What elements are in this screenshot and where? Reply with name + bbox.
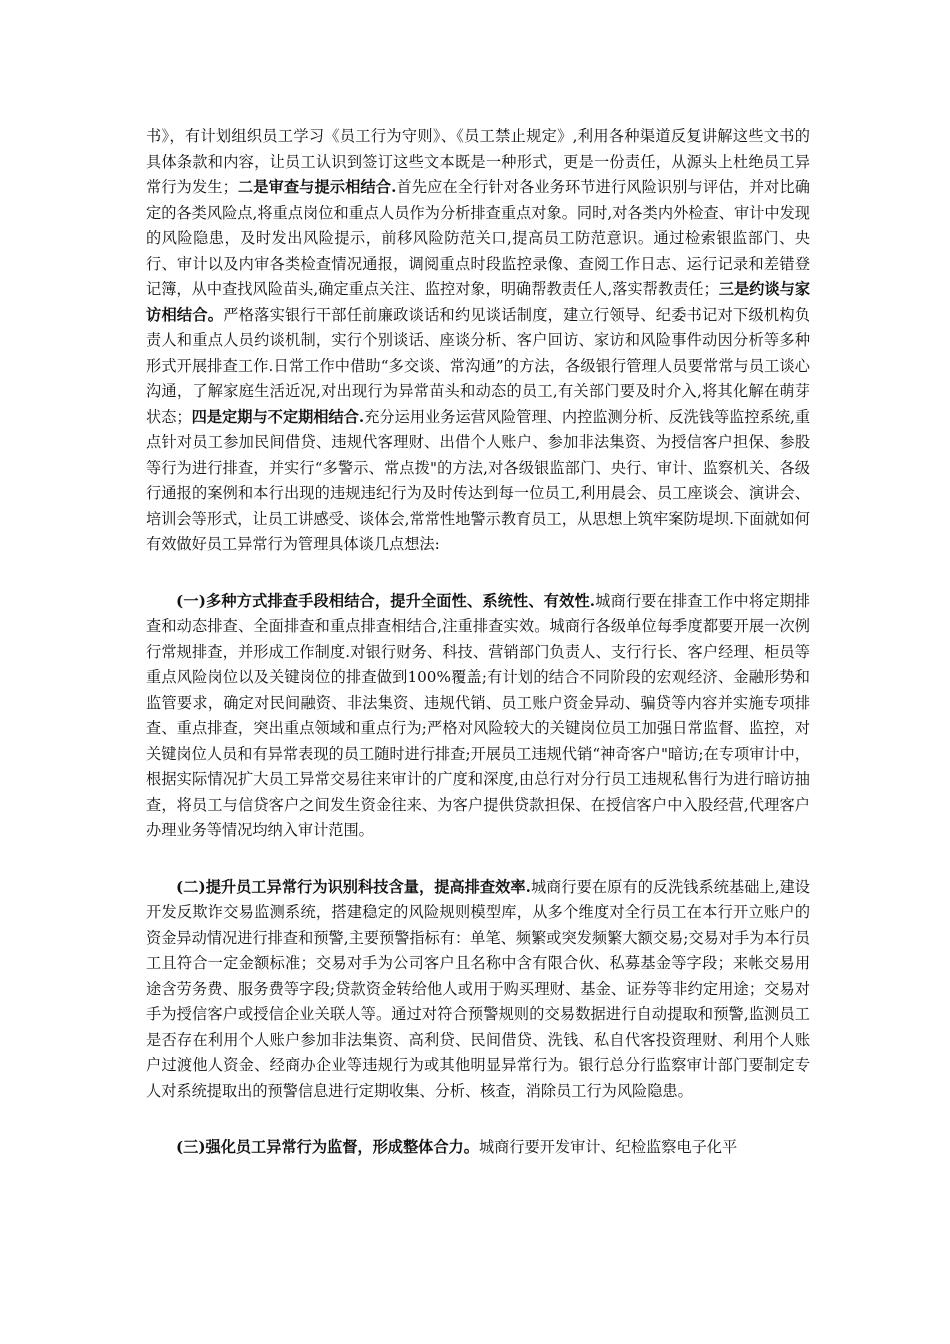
section-3-body: 城商行要开发审计、纪检监察电子化平 [478,1138,738,1156]
section-1-heading: (一)多种方式排查手段相结合，提升全面性、系统性、有效性. [176,591,596,610]
intro-text-2: 首先应在全行针对各业务环节进行风险识别与评估，并对比确定的各类风险点,将重点岗位和重点人员作为分析排查重点对象。同时,对各类内外检查、审计中发现的风险隐患，及时发出风险提示，前移风险防范关口,提高员工防范意识。通过检索银监部门、央行、审计以及内审各类检查情况通报，调阅重点时段监控录像、查阅工作日志、运行记录和差错登记簿，从中查找风险苗头,确定重点关注、监控对象，明确帮教责任人,落实帮教责任； [146,178,810,298]
section-1-body: 城商行要在排查工作中将定期排查和动态排查、全面排查和重点排查相结合,注重排查实效。城商行各级单位每季度都要开展一次例行常规排查，并形成工作制度.对银行财务、科技、营销部门负责人、支行行长、客户经理、柜员等重点风险岗位以及关键岗位的排查做到100%覆盖;有计划的结合不同阶段的宏观经济、金融形势和监管要求，确定对民间融资、非法集资、违规代销、员工账户资金异动、骗贷等内容并实施专项排查、重点排查，突出重点领域和重点行为;严格对风险较大的关键岗位员工加强日常监督、监控，对关键岗位人员和有异常表现的员工随时进行排查;开展员工违规代销“神奇客户"暗访;在专项审计中，根据实际情况扩大员工异常交易往来审计的广度和深度,由总行对分行员工违规私售行为进行暗访抽查，将员工与信贷客户之间发生资金往来、为客户提供贷款担保、在授信客户中入股经营,代理客户办理业务等情况均纳入审计范围。 [146,591,810,839]
section-1-paragraph [146,589,810,844]
intro-paragraph [146,124,810,558]
intro-heading-2: 二是审查与提示相结合. [237,178,397,196]
intro-text-1: 书》，有计划组织员工学习《员工行为守则》、《员工禁止规定》,利用各种渠道反复讲解这些文书的具体条款和内容，让员工认识到签订这些文本既是一种形式，更是一份责任，从源头上杜绝员工异常行为发生； [146,127,810,196]
document-page [146,124,810,1161]
section-2-body: 城商行要在原有的反洗钱系统基础上,建设开发反欺诈交易监测系统，搭建稳定的风险规则模型库，从多个维度对全行员工在本行开立账户的资金异动情况进行排查和预警,主要预警指标有：单笔、频繁或突发频繁大额交易;交易对手为本行员工且符合一定金额标准；交易对手为公司客户且名称中含有限合伙、私募基金等字段；来帐交易用途含劳务费、服务费等字段;贷款资金转给他人或用于购买理财、基金、证券等非约定用途；交易对手为授信客户或授信企业关联人等。通过对符合预警规则的交易数据进行自动提取和预警,监测员工是否存在利用个人账户参加非法集资、高利贷、民间借贷、洗钱、私自代客投资理财、利用个人账户过渡他人资金、经商办企业等违规行为或其他明显异常行为。银行总分行监察审计部门要制定专人对系统提取出的预警信息进行定期收集、分析、核查，消除员工行为风险隐患。 [146,877,810,1100]
section-2-heading: (二)提升员工异常行为识别科技含量，提高排查效率. [176,877,531,896]
intro-text-4: 充分运用业务运营风险管理、内控监测分析、反洗钱等监控系统,重点针对员工参加民间借贷、违规代客理财、出借个人账户、参加非法集资、为授信客户担保、参股等行为进行排查，并实行“多警示、常点拨"的方法,对各级银监部门、央行、审计、监察机关、各级行通报的案例和本行出现的违规违纪行为及时传达到每一位员工,利用晨会、员工座谈会、演讲会、培训会等形式，让员工讲感受、谈体会,常常性地警示教育员工，从思想上筑牢案防堤坝.下面就如何有效做好员工异常行为管理具体谈几点想法: [146,407,811,553]
intro-heading-3: 三是约谈与家访相结合。 [146,280,811,324]
section-3-heading: (三)强化员工异常行为监督，形成整体合力。 [176,1138,479,1156]
section-3-paragraph [146,1135,810,1161]
intro-heading-4: 四是定期与不定期相结合. [191,407,365,426]
intro-text-3: 严格落实银行干部任前廉政谈话和约见谈话制度，建立行领导、纪委书记对下级机构负责人和重点人员约谈机制，实行个别谈话、座谈分析、客户回访、家访和风险事件动因分析等多种形式开展排查工作.日常工作中借助“多交谈、常沟通”的方法，各级银行管理人员要常常与员工谈心沟通，了解家庭生活近况,对出现行为异常苗头和动态的员工,有关部门要及时介入,将其化解在萌芽状态； [146,305,811,426]
section-2-paragraph [146,875,810,1105]
